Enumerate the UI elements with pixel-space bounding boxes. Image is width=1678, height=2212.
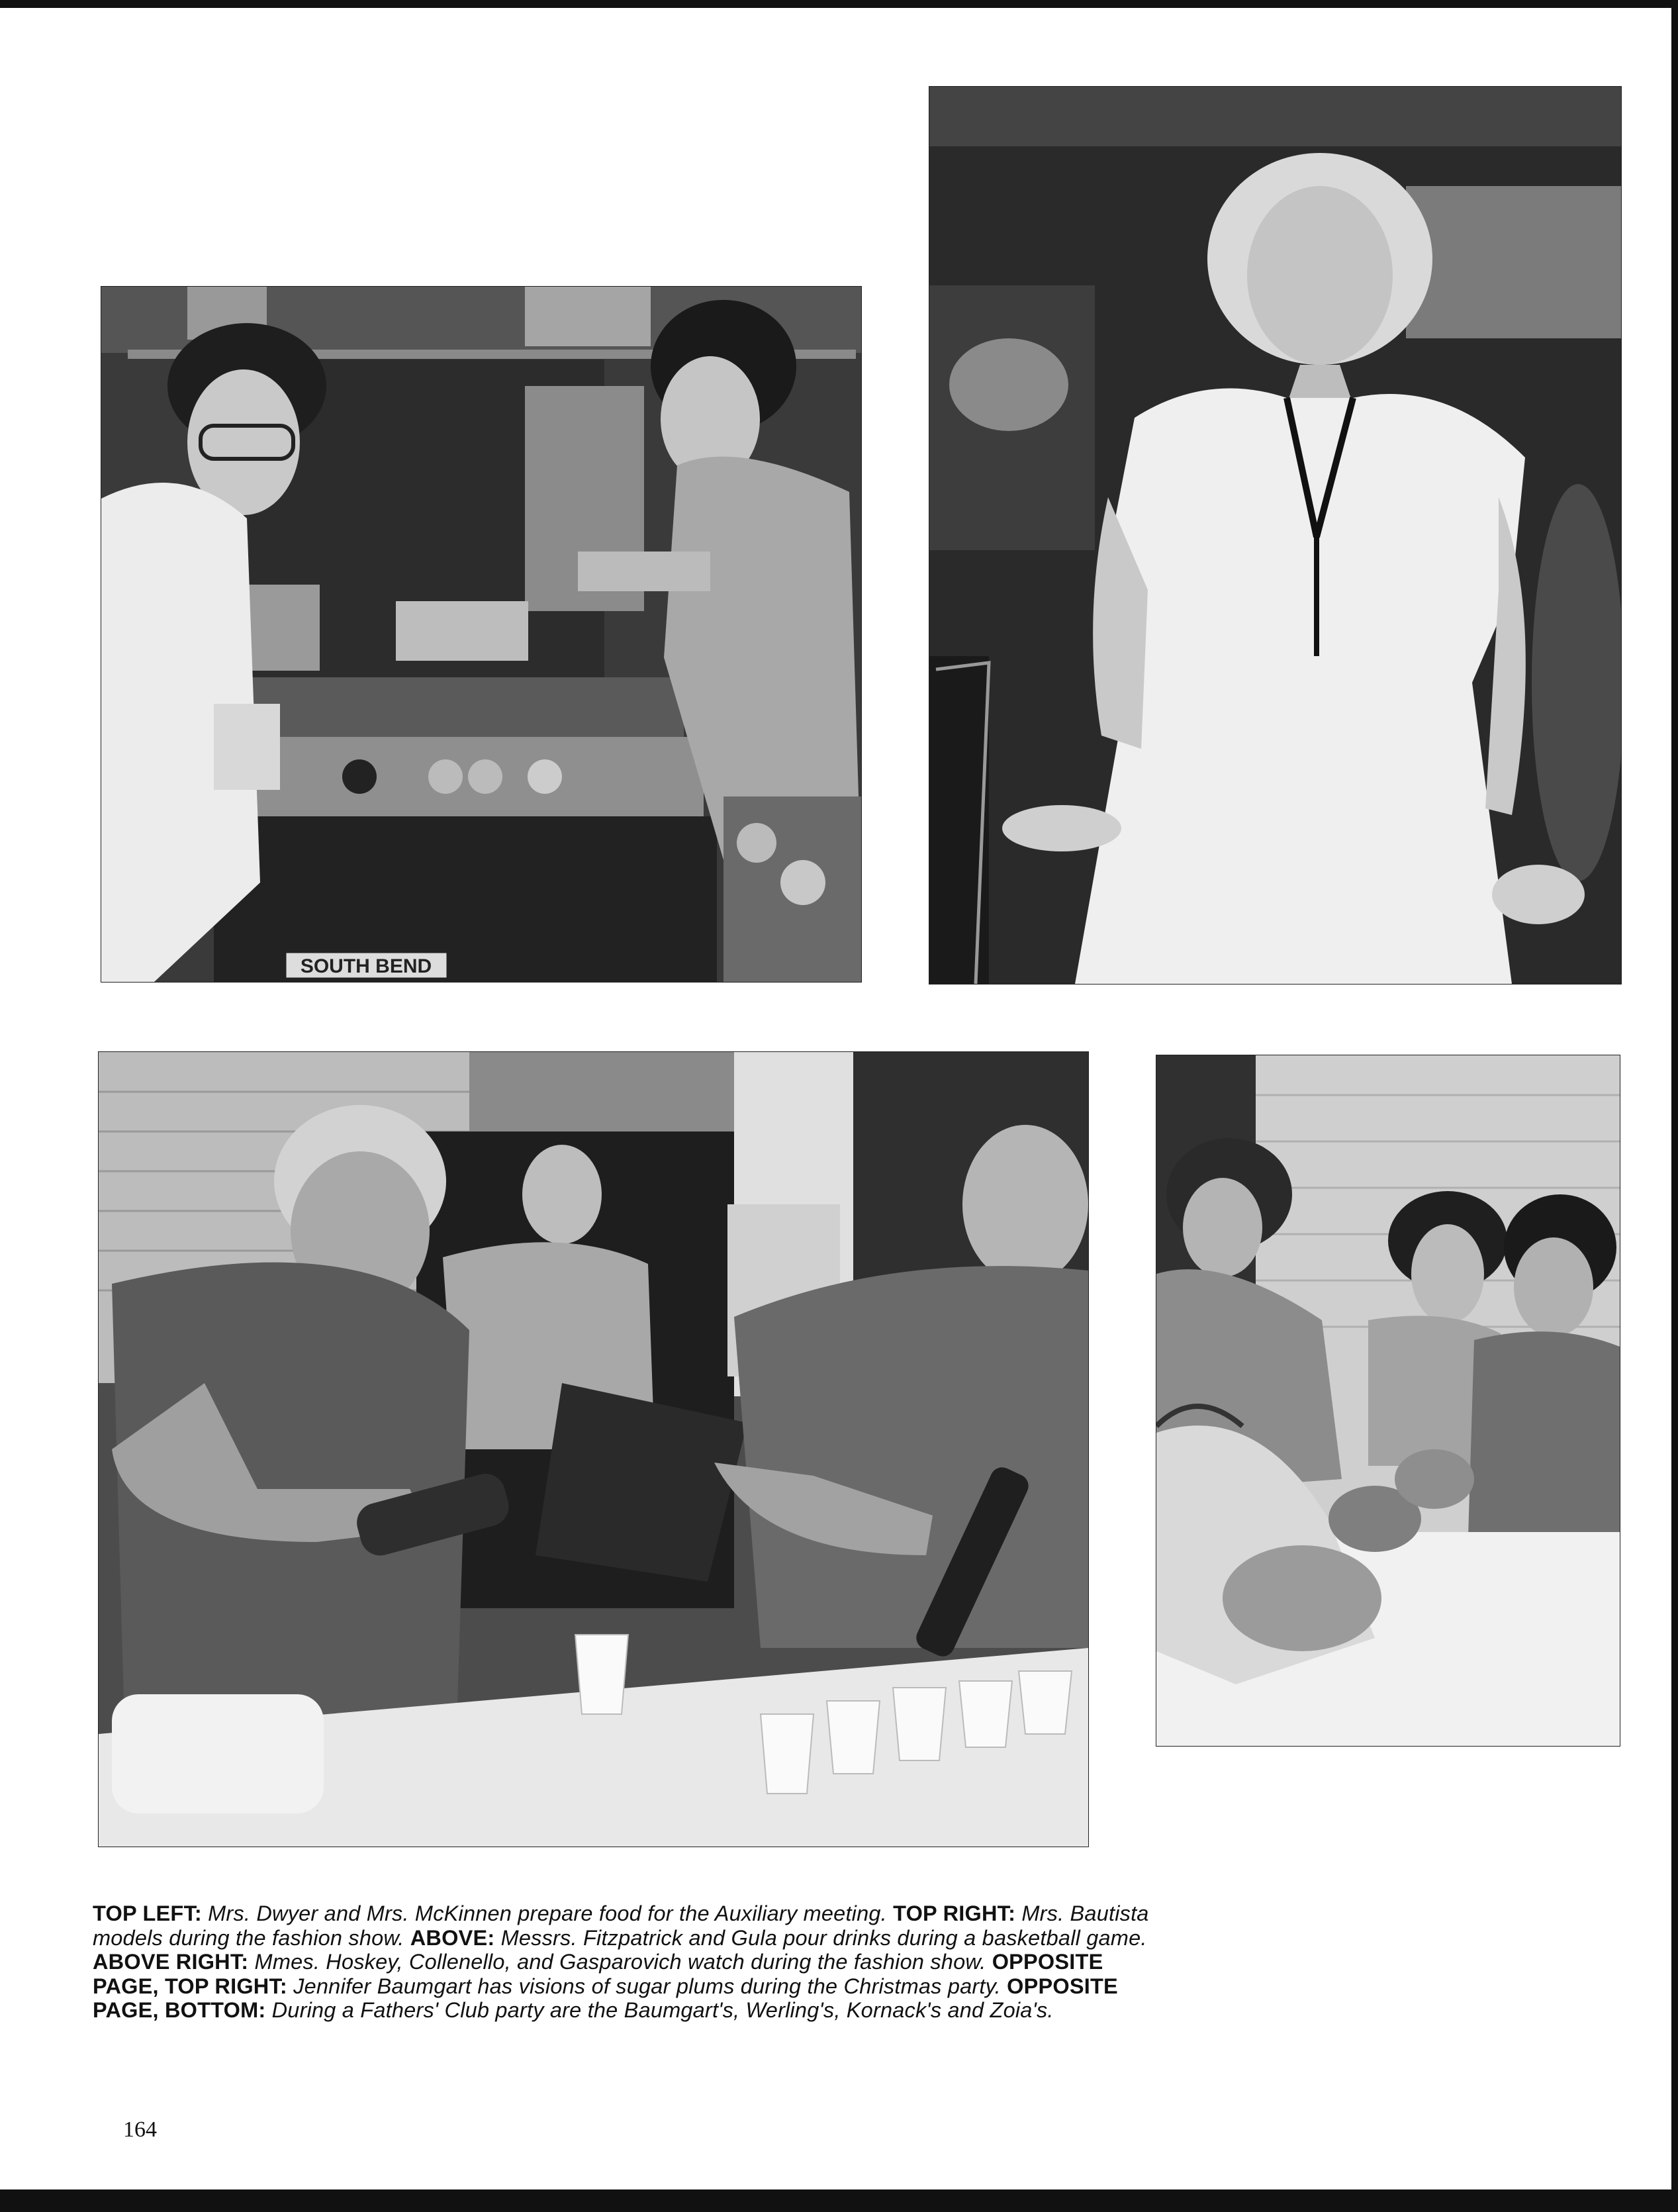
photo-above-pouring-drinks bbox=[98, 1051, 1089, 1847]
caption-text-above-right: Mmes. Hoskey, Collenello, and Gasparovich watch during the fashion show. bbox=[248, 1950, 992, 1974]
caption-text-above: Messrs. Fitzpatrick and Gula pour drinks during a basketball game. bbox=[494, 1925, 1147, 1950]
page-number: 164 bbox=[123, 2117, 157, 2142]
caption-text-opposite-top-right: Jennifer Baumgart has visions of sugar plums during the Christmas party. bbox=[287, 1974, 1007, 1998]
caption-label-above: ABOVE: bbox=[410, 1925, 495, 1950]
caption-text-opposite-bottom: During a Fathers' Club party are the Baumgart's, Werling's, Kornack's and Zoia's. bbox=[265, 1998, 1054, 2022]
scan-edge-right bbox=[1671, 0, 1678, 2212]
caption-label-top-left: TOP LEFT: bbox=[93, 1901, 202, 1925]
caption-text-top-right: Mrs. Bautista models during the fashion show. bbox=[93, 1901, 1149, 1950]
photo-above-right-audience bbox=[1156, 1055, 1620, 1747]
caption-label-opposite-bottom: OPPOSITE PAGE, BOTTOM: bbox=[93, 1974, 1118, 2022]
stove-plaque-label: SOUTH BEND bbox=[300, 955, 432, 977]
caption-label-top-right: TOP RIGHT: bbox=[893, 1901, 1016, 1925]
scan-edge-top bbox=[0, 0, 1678, 8]
caption-text-top-left: Mrs. Dwyer and Mrs. McKinnen prepare food for the Auxiliary meeting. bbox=[201, 1901, 894, 1925]
photo-top-right-fashion-model bbox=[929, 86, 1622, 985]
caption-label-opposite-top-right: OPPOSITE PAGE, TOP RIGHT: bbox=[93, 1950, 1103, 1998]
photo-caption bbox=[93, 1901, 1165, 2023]
photo-top-left-kitchen bbox=[101, 286, 862, 983]
caption-label-above-right: ABOVE RIGHT: bbox=[93, 1950, 249, 1974]
scan-edge-bottom bbox=[0, 2189, 1678, 2212]
